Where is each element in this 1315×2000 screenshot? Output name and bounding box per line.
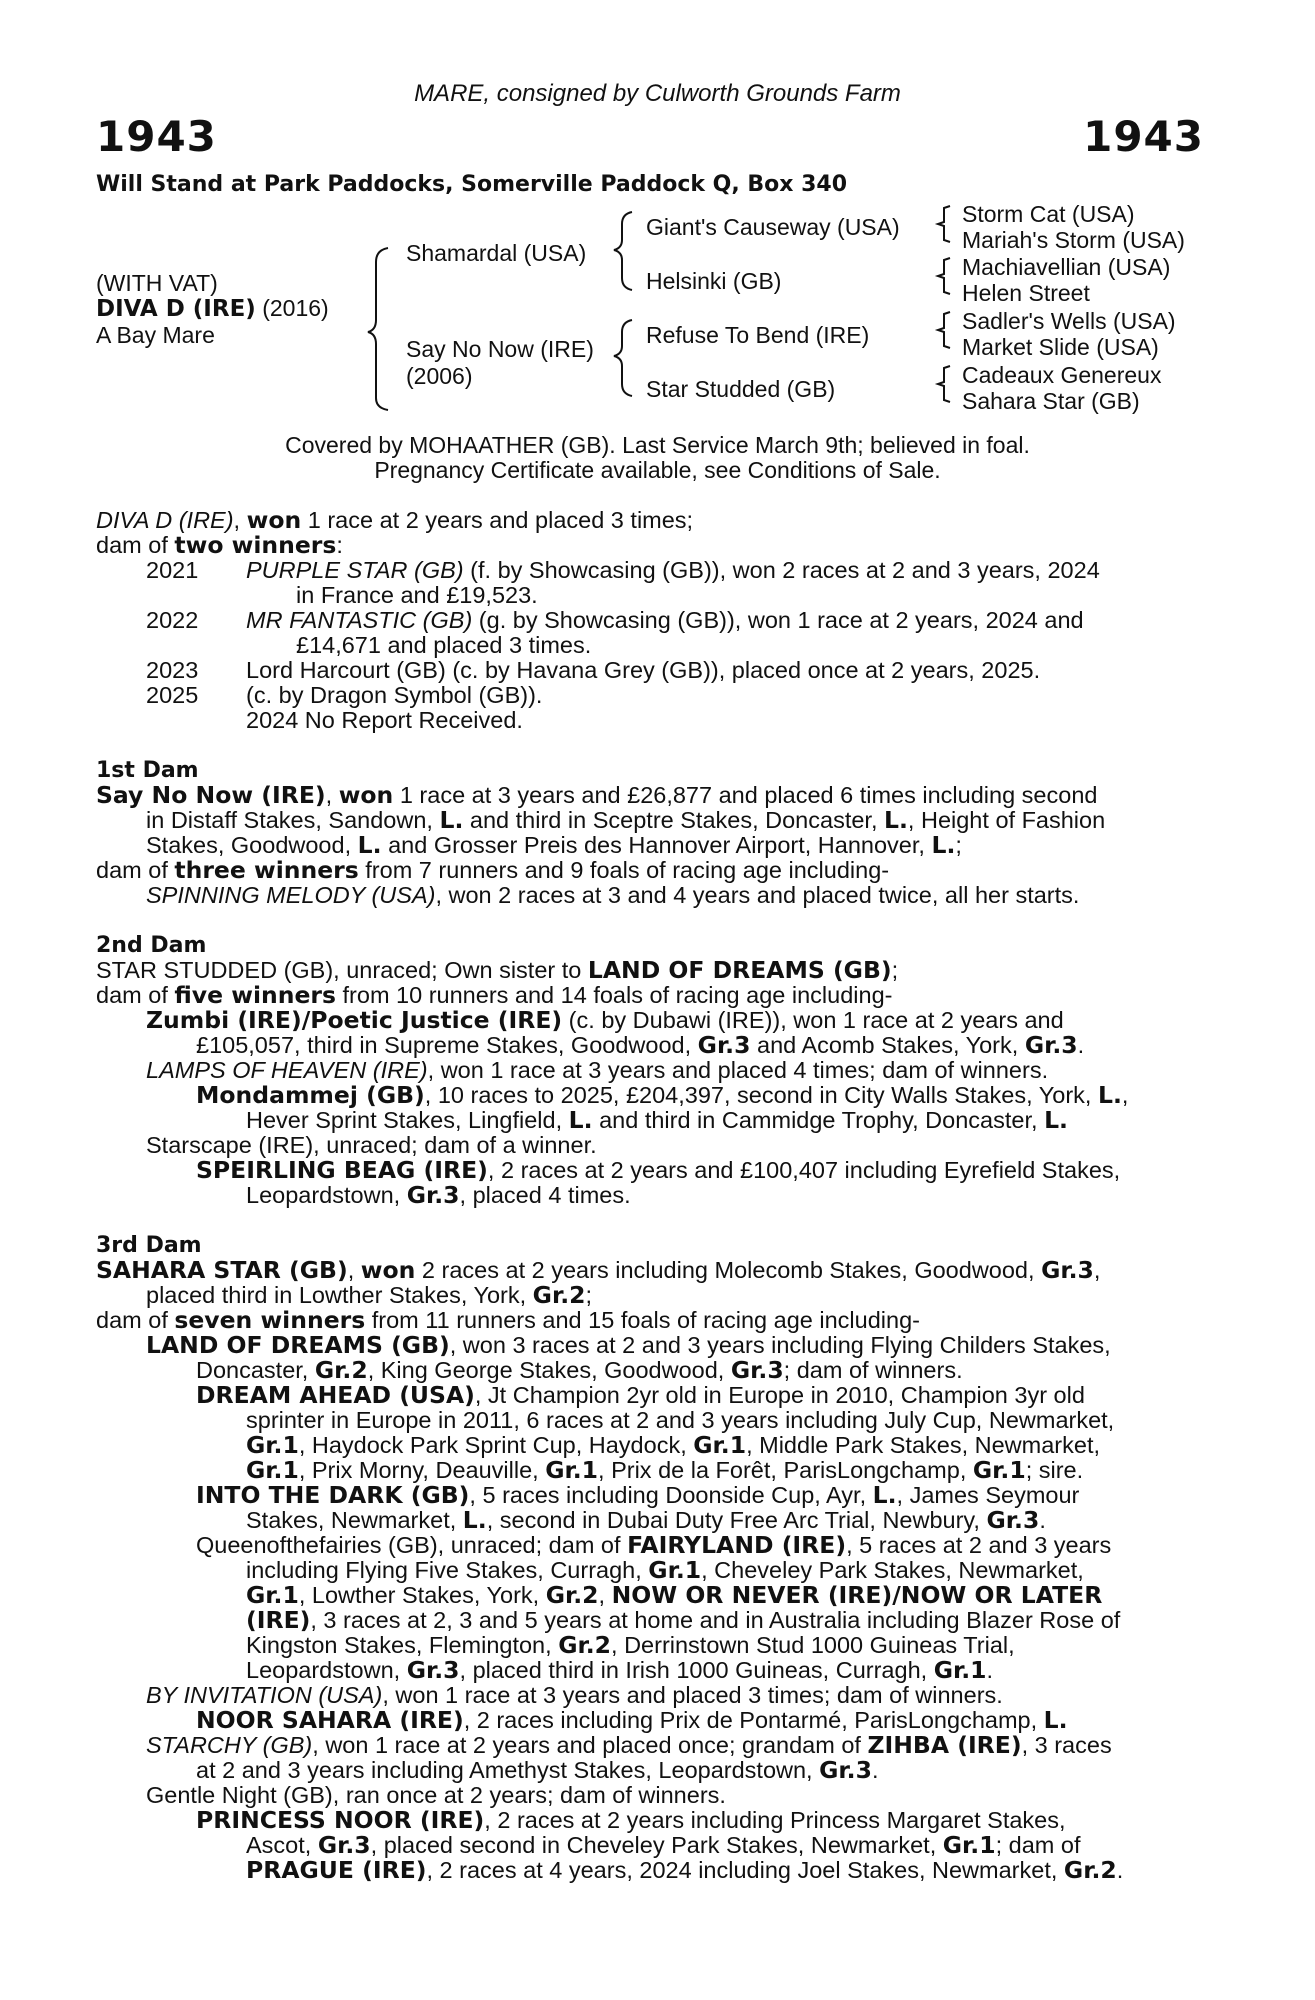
dam-line: Say No Now (IRE), won 1 race at 3 years and £26,877 and placed 6 times including second [96,781,1098,809]
dam-line: Gr.1, Prix Morny, Deauville, Gr.1, Prix de la Forêt, ParisLongchamp, Gr.1; sire. [246,1456,1084,1484]
dam-line: £105,057, third in Supreme Stakes, Goodwood, Gr.3 and Acomb Stakes, York, Gr.3. [196,1031,1085,1059]
dam-line: Gr.1, Lowther Stakes, York, Gr.2, NOW OR NEVER (IRE)/NOW OR LATER [246,1581,1103,1609]
sire-dam: Helsinki (GB) [646,268,782,294]
sire-sire: Giant's Causeway (USA) [646,214,900,240]
dam-line: Doncaster, Gr.2, King George Stakes, Goodwood, Gr.3; dam of winners. [196,1356,963,1384]
produce-line: 2024 No Report Received. [246,707,523,733]
dam-line: sprinter in Europe in 2011, 6 races at 2 and 3 years including July Cup, Newmarket, [246,1407,1115,1433]
dam-dam: Star Studded (GB) [646,376,836,402]
dam-line: including Flying Five Stakes, Curragh, Gr.1, Cheveley Park Stakes, Newmarket, [246,1556,1084,1584]
dam-brace [614,320,632,396]
sire: Shamardal (USA) [406,240,587,266]
dam-line: Kingston Stakes, Flemington, Gr.2, Derrinstown Stud 1000 Guineas Trial, [246,1631,1015,1659]
dam-line1: Say No Now (IRE) [406,336,594,362]
dam-line: PRINCESS NOOR (IRE), 2 races at 2 years including Princess Margaret Stakes, [196,1806,1066,1834]
produce-entry: 2023 Lord Harcourt (GB) (c. by Havana Grey (GB)), placed once at 2 years, 2025. [146,657,1041,683]
dam-line: Leopardstown, Gr.3, placed 4 times. [246,1181,631,1209]
section-title: 2nd Dam [96,933,207,958]
gen3-3: Machiavellian (USA) [962,254,1171,280]
dam-line: Ascot, Gr.3, placed second in Cheveley Park Stakes, Newmarket, Gr.1; dam of [246,1831,1081,1859]
dam-line: LAMPS OF HEAVEN (IRE), won 1 race at 3 years and placed 4 times; dam of winners. [146,1057,1049,1083]
gen3-6: Market Slide (USA) [962,334,1159,360]
dam-line: NOOR SAHARA (IRE), 2 races including Prix de Pontarmé, ParisLongchamp, L. [196,1706,1068,1734]
vat-note: (WITH VAT) [96,270,218,296]
lot-number-right: 1943 [1083,112,1204,161]
gen3-2: Mariah's Storm (USA) [962,227,1185,253]
brace-gen3-3 [938,312,950,348]
dam-line: dam of three winners from 7 runners and 9 foals of racing age including- [96,856,890,884]
dam-line: STARCHY (GB), won 1 race at 2 years and placed once; grandam of ZIHBA (IRE), 3 races [146,1731,1112,1759]
dam-line: at 2 and 3 years including Amethyst Stakes, Leopardstown, Gr.3. [196,1756,879,1784]
stand-location: Will Stand at Park Paddocks, Somerville Paddock Q, Box 340 [96,172,848,197]
dam-line: (IRE), 3 races at 2, 3 and 5 years at home and in Australia including Blazer Rose of [246,1606,1121,1634]
sire-brace [614,212,632,290]
gen3-7: Cadeaux Genereux [962,362,1162,388]
dam-line: Zumbi (IRE)/Poetic Justice (IRE) (c. by Dubawi (IRE)), won 1 race at 2 years and [146,1006,1064,1034]
gen3-8: Sahara Star (GB) [962,388,1140,414]
produce-entry: 2022 MR FANTASTIC (GB) (g. by Showcasing (GB)), won 1 race at 2 years, 2024 and [146,607,1084,633]
produce-entry: 2025 (c. by Dragon Symbol (GB)). [146,682,543,708]
dam-line: Hever Sprint Stakes, Lingfield, L. and third in Cammidge Trophy, Doncaster, L. [246,1106,1068,1134]
brace-gen3-2 [938,258,950,294]
horse-year: (2016) [262,295,329,321]
dam-line: STAR STUDDED (GB), unraced; Own sister to LAND OF DREAMS (GB); [96,956,899,984]
produce-line: dam of two winners: [96,531,343,559]
lot-number-left: 1943 [96,112,217,161]
dam-sire: Refuse To Bend (IRE) [646,322,870,348]
dam-line: Gentle Night (GB), ran once at 2 years; dam of winners. [146,1782,726,1808]
dam-line: Gr.1, Haydock Park Sprint Cup, Haydock, Gr.1, Middle Park Stakes, Newmarket, [246,1431,1101,1459]
gen3-5: Sadler's Wells (USA) [962,308,1176,334]
dam-line2: (2006) [406,363,473,389]
produce-line: £14,671 and placed 3 times. [296,632,592,658]
covering-line2: Pregnancy Certificate available, see Conditions of Sale. [374,457,941,483]
dam-line: dam of five winners from 10 runners and 14 foals of racing age including- [96,981,893,1009]
main-brace [368,248,388,410]
gen3-4: Helen Street [962,280,1090,306]
dam-line: LAND OF DREAMS (GB), won 3 races at 2 and 3 years including Flying Childers Stakes, [146,1331,1111,1359]
dam-line: Starscape (IRE), unraced; dam of a winner. [146,1132,597,1158]
dam-line: PRAGUE (IRE), 2 races at 4 years, 2024 including Joel Stakes, Newmarket, Gr.2. [246,1856,1124,1884]
dam-line: Mondammej (GB), 10 races to 2025, £204,397, second in City Walls Stakes, York, L., [196,1081,1129,1109]
produce-line: in France and £19,523. [296,582,538,608]
dam-line: INTO THE DARK (GB), 5 races including Doonside Cup, Ayr, L., James Seymour [196,1481,1080,1509]
section-title: 1st Dam [96,758,199,783]
dam-line: Leopardstown, Gr.3, placed third in Irish 1000 Guineas, Curragh, Gr.1. [246,1656,994,1684]
dam-line: Stakes, Newmarket, L., second in Dubai Duty Free Arc Trial, Newbury, Gr.3. [246,1506,1046,1534]
dam-line: dam of seven winners from 11 runners and 15 foals of racing age including- [96,1306,920,1334]
dam-line: SPEIRLING BEAG (IRE), 2 races at 2 years and £100,407 including Eyrefield Stakes, [196,1156,1121,1184]
dam-line: DREAM AHEAD (USA), Jt Champion 2yr old in Europe in 2010, Champion 3yr old [196,1381,1085,1409]
dam-line: SAHARA STAR (GB), won 2 races at 2 years including Molecomb Stakes, Goodwood, Gr.3, [96,1256,1101,1284]
section-title: 3rd Dam [96,1233,202,1258]
dam-line: placed third in Lowther Stakes, York, Gr.2; [146,1281,593,1309]
horse-name: DIVA D (IRE) [96,296,256,322]
produce-entry: 2021 PURPLE STAR (GB) (f. by Showcasing (GB)), won 2 races at 2 and 3 years, 2024 [146,557,1100,583]
dam-line: Stakes, Goodwood, L. and Grosser Preis des Hannover Airport, Hannover, L.; [146,831,962,859]
gen3-1: Storm Cat (USA) [962,201,1135,227]
produce-line: DIVA D (IRE), won 1 race at 2 years and placed 3 times; [96,506,694,534]
brace-gen3-4 [938,366,950,402]
dam-line: BY INVITATION (USA), won 1 race at 3 years and placed 3 times; dam of winners. [146,1682,1003,1708]
covering-line1: Covered by MOHAATHER (GB). Last Service March 9th; believed in foal. [285,432,1030,458]
brace-gen3-1 [938,206,950,242]
dam-line: SPINNING MELODY (USA), won 2 races at 3 and 4 years and placed twice, all her starts. [146,882,1080,908]
consignor: MARE, consigned by Culworth Grounds Farm [414,80,901,107]
dam-line: Queenofthefairies (GB), unraced; dam of FAIRYLAND (IRE), 5 races at 2 and 3 years [196,1531,1112,1559]
horse-description: A Bay Mare [96,322,215,348]
dam-line: in Distaff Stakes, Sandown, L. and third in Sceptre Stakes, Doncaster, L., Height of Fashion [146,806,1106,834]
